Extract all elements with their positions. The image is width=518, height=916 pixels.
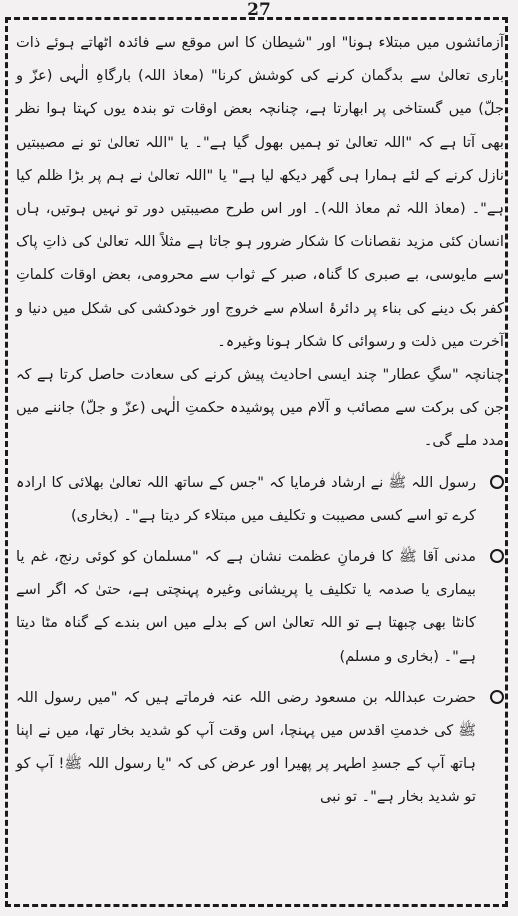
hadith-text: مدنی آقا ﷺ کا فرمانِ عظمت نشان ہے کہ "مسلمان کو کوئی رنج، غم یا بیماری یا صدمہ یا تکلیف یا پریشانی وغیرہ پہنچتی ہے، حتیٰ کہ اگر اسے کانٹا بھی چبھتا ہے تو اللہ تعالیٰ اس کے بدلے میں اس بندے کے گناہ مٹا دیتا ہے"۔: [16, 548, 476, 665]
hadith-source: (بخاری و مسلم): [339, 647, 439, 665]
page-text: [16, 26, 504, 814]
circle-bullet-icon: [490, 690, 504, 704]
page-number: 27: [247, 0, 271, 20]
circle-bullet-icon: [490, 475, 504, 489]
hadith-source: (بخاری): [70, 506, 119, 524]
hadith-text: رسول اللہ ﷺ نے ارشاد فرمایا کہ "جس کے ساتھ اللہ تعالیٰ بھلائی کا ارادہ کرے تو اسے کسی مصیبت و تکلیف میں مبتلاء کر دیتا ہے"۔: [16, 473, 476, 524]
hadith-item-2: [16, 540, 504, 673]
hadith-item-3: [16, 681, 504, 814]
intro-paragraph: آزمائشوں میں مبتلاء ہونا" اور "شیطان کا اس موقع سے فائدہ اٹھاتے ہوئے ذات باری تعالیٰ سے بدگمان کرنے کی کوشش کرنا" (معاذ اللہ) بارگاہِ الٰہی (عزّ و جلّ) میں گستاخی پر ابھارتا ہے، چنانچہ بعض اوقات تو بندہ یوں کہتا ہوا نظر بھی آتا ہے کہ "اللہ تعالیٰ تو ہمیں بھول گیا ہے"۔ یا "اللہ تعالیٰ تو نے مصیبتیں نازل کرنے کے لئے ہمارا ہی گھر دیکھ لیا ہے" یا "اللہ تعالیٰ نے ہم پر بڑا ظلم کیا ہے"۔ (معاذ اللہ ثم معاذ اللہ)۔ اور اس طرح مصیبتیں دور تو نہیں ہوتیں، ہاں انسان کئی مزید نقصانات کا شکار ضرور ہو جاتا ہے مثلاً اللہ تعالیٰ کی ذاتِ پاک سے مایوسی، بے صبری کا گناہ، صبر کے ثواب سے محرومی، بعض اوقات کلماتِ کفر بک دینے کی بناء پر دائرۂ اسلام سے خروج اور خودکشی کی شکل میں دنیا و آخرت میں ذلت و رسوائی کا شکار ہونا وغیرہ۔: [16, 34, 504, 350]
hadith-introduction: چنانچہ "سگِ عطار" چند ایسی احادیث پیش کرنے کی سعادت حاصل کرتا ہے کہ جن کی برکت سے مصائب و آلام میں پوشیدہ حکمتِ الٰہی (عزّ و جلّ) جاننے میں مدد ملے گی۔: [16, 366, 504, 450]
hadith-item-1: [16, 466, 504, 532]
hadith-text: حضرت عبداللہ بن مسعود رضی اللہ عنہ فرماتے ہیں کہ "میں رسول اللہ ﷺ کی خدمتِ اقدس میں پہنچا، اس وقت آپ کو شدید بخار تھا، میں نے اپنا ہاتھ آپ کے جسدِ اطہر پر پھیرا اور عرض کی کہ "یا رسول اللہ ﷺ! آپ کو تو شدید بخار ہے"۔ تو نبی: [16, 688, 476, 806]
circle-bullet-icon: [490, 549, 504, 563]
